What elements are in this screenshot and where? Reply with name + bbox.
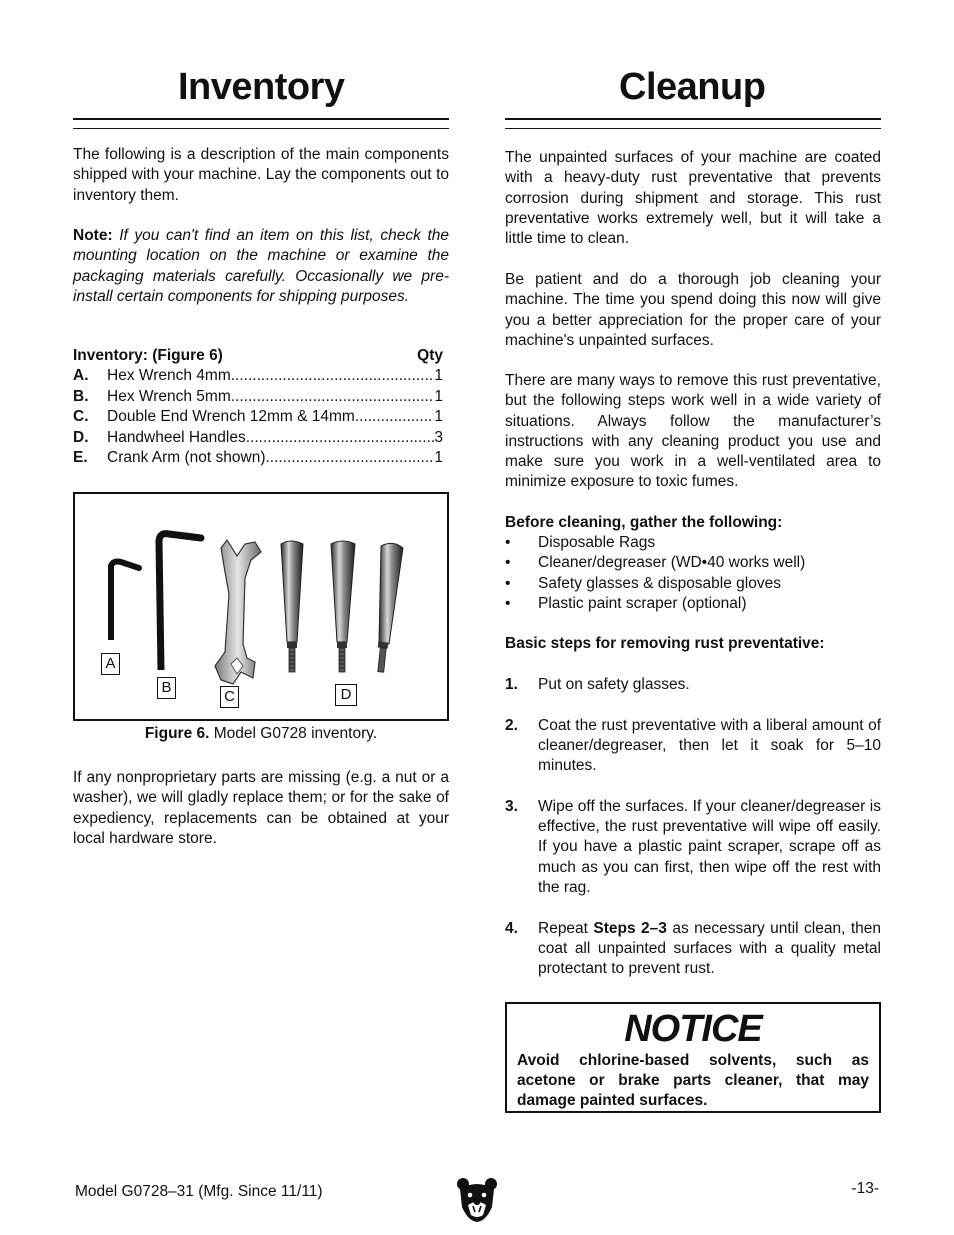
inventory-figure — [73, 492, 449, 721]
item-name: Double End Wrench 12mm & 14mm — [107, 408, 355, 426]
handwheel-handle-icon — [281, 541, 303, 672]
double-end-wrench-icon — [215, 540, 261, 684]
inventory-item — [73, 366, 443, 386]
notice-title: NOTICE — [624, 1008, 762, 1050]
inventory-item — [73, 407, 443, 427]
item-leader-dots — [355, 407, 435, 427]
handwheel-handle-icon — [331, 541, 355, 672]
inventory-qty-header: Qty — [417, 347, 443, 364]
notice-box — [505, 1002, 881, 1113]
figure-label-b: B — [157, 677, 176, 699]
item-leader-dots — [231, 387, 435, 407]
item-name: Hex Wrench 4mm — [107, 367, 231, 385]
note-text: If you can't find an item on this list, check the mounting location on the machine or examine the packaging materials carefully. Occasionally we pre-install certain components for shipping purposes. — [73, 227, 449, 305]
item-letter: B. — [73, 387, 89, 405]
steps-heading: Basic steps for removing rust preventative: — [505, 635, 825, 652]
cleanup-para-1: The unpainted surfaces of your machine are coated with a heavy-duty rust preventative that prevents corrosion during shipment and storage. This rust preventative works extremely well, but it will take a little time to clean. — [505, 149, 881, 248]
item-qty: 1 — [434, 449, 443, 467]
step-number: 2. — [505, 716, 518, 734]
steps-list — [505, 675, 881, 1000]
step-text: Repeat Steps 2–3 as necessary until clean, then coat all unpainted surfaces with a quality metal protectant to prevent rust. — [538, 919, 881, 978]
handwheel-handle-icon — [378, 543, 403, 672]
item-qty: 1 — [434, 367, 443, 385]
inventory-note — [73, 226, 449, 307]
step-item — [505, 675, 881, 695]
item-letter: A. — [73, 367, 89, 385]
caption-label: Figure 6. — [144, 725, 210, 742]
item-name: Crank Arm (not shown) — [107, 449, 266, 467]
item-qty: 1 — [434, 387, 443, 405]
inventory-item — [73, 387, 443, 407]
inventory-photo — [75, 494, 447, 719]
hex-wrench-b-icon — [159, 534, 201, 670]
inventory-intro: The following is a description of the main components shipped with your machine. Lay the components out to inventory them. — [73, 146, 449, 204]
hex-wrench-a-icon — [111, 562, 139, 641]
step-number: 3. — [505, 797, 518, 815]
cleanup-rule-thick — [505, 118, 881, 120]
list-item: • Plastic paint scraper (optional) — [505, 594, 747, 612]
list-item: • Disposable Rags — [505, 534, 656, 551]
item-leader-dots — [231, 366, 435, 386]
inventory-title: Inventory — [178, 66, 345, 108]
notice-text: Avoid chlorine-based solvents, such as acetone or brake parts cleaner, that may damage painted surfaces. — [517, 1052, 869, 1109]
figure-label-a: A — [101, 653, 120, 675]
item-letter: C. — [73, 408, 89, 426]
gather-heading: Before cleaning, gather the following: — [505, 514, 783, 531]
item-name: Hex Wrench 5mm — [107, 387, 231, 405]
inventory-item — [73, 428, 443, 448]
inventory-table-header — [73, 346, 443, 366]
step-item — [505, 797, 881, 898]
bear-logo-icon — [456, 1177, 498, 1223]
gather-list — [505, 533, 881, 614]
item-letter: D. — [73, 428, 89, 446]
step-item — [505, 716, 881, 777]
cleanup-rule-thin — [505, 128, 881, 129]
item-qty: 1 — [434, 408, 443, 426]
step-item — [505, 919, 881, 980]
note-label: Note: — [73, 227, 113, 244]
inventory-item — [73, 448, 443, 468]
item-letter: E. — [73, 449, 88, 467]
missing-parts-text: If any nonproprietary parts are missing (e.g. a nut or a washer), we will gladly replace them; or for the sake of expediency, replacements can be obtained at your local hardware store. — [73, 769, 449, 847]
inventory-table-title: Inventory: (Figure 6) — [73, 347, 223, 364]
figure-label-d: D — [335, 684, 357, 706]
step-text: Coat the rust preventative with a liberal amount of cleaner/degreaser, then let it soak for 5–10 minutes. — [538, 716, 881, 775]
step-text: Wipe off the surfaces. If your cleaner/degreaser is effective, the rust preventative will wipe off easily. If you have a plastic paint scraper, scrape off as much as you can first, then wipe off the rest with the rag. — [538, 797, 881, 896]
footer-page-number: -13- — [851, 1180, 879, 1197]
figure-caption — [73, 725, 449, 743]
cleanup-title: Cleanup — [619, 66, 766, 108]
inventory-rule-thin — [73, 128, 449, 129]
inventory-rule-thick — [73, 118, 449, 120]
item-qty: 3 — [434, 428, 443, 446]
item-name: Handwheel Handles — [107, 428, 246, 446]
list-item: • Cleaner/degreaser (WD•40 works well) — [505, 554, 806, 572]
footer-model: Model G0728–31 (Mfg. Since 11/11) — [75, 1183, 323, 1200]
inventory-table — [73, 346, 443, 468]
item-leader-dots — [246, 428, 435, 448]
step-number: 1. — [505, 676, 518, 693]
item-leader-dots — [266, 448, 435, 468]
cleanup-para-2: Be patient and do a thorough job cleaning your machine. The time you spend doing this now will give you a better appreciation for the proper care of your machine's unpainted surfaces. — [505, 271, 881, 349]
list-item: • Safety glasses & disposable gloves — [505, 574, 781, 592]
caption-text: Model G0728 inventory. — [209, 725, 378, 742]
cleanup-para-3: There are many ways to remove this rust preventative, but the following steps work well in a wide variety of situations. Always follow the manufacturer’s instructions with any cleaning product you use and make sure you work in a well-ventilated area to minimize exposure to toxic fumes. — [505, 372, 881, 491]
figure-label-c: C — [220, 686, 239, 708]
step-number: 4. — [505, 919, 518, 937]
step-text: Put on safety glasses. — [538, 676, 690, 693]
